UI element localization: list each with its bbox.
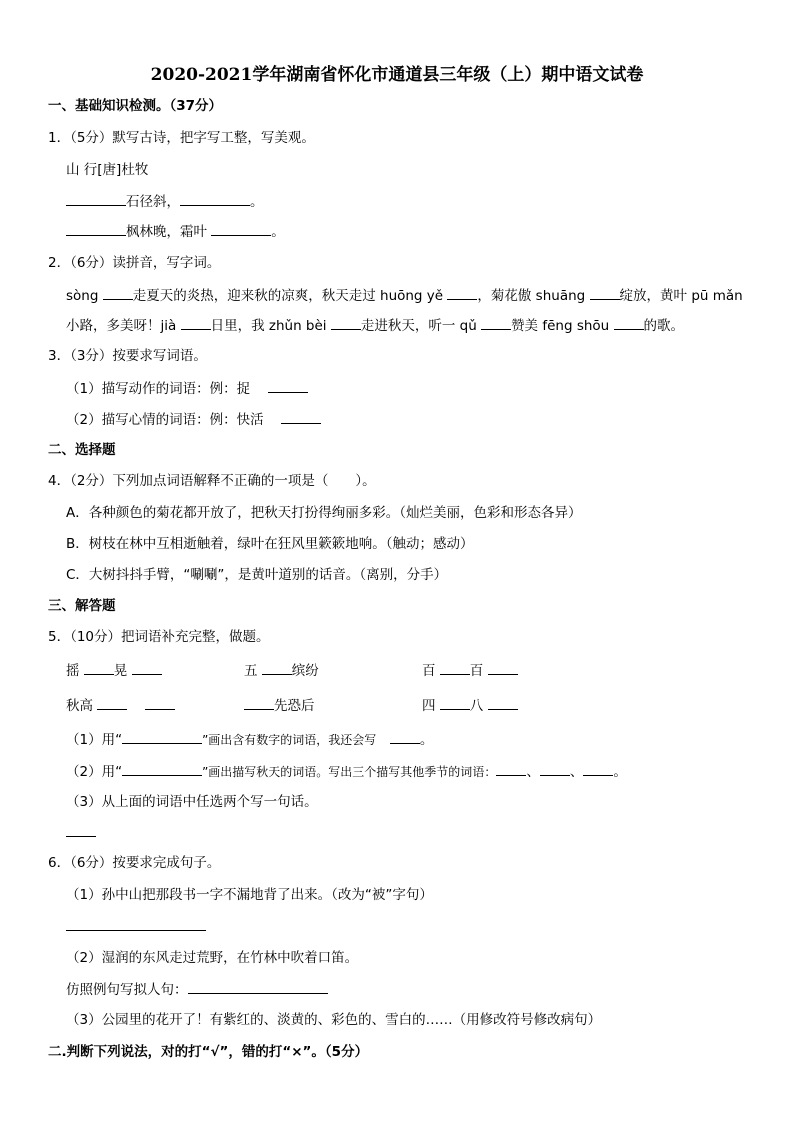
blank[interactable] (103, 286, 133, 300)
q5-sub-2: （2）用“ ”画出描写秋天的词语。写出三个描写其他季节的词语： 、 、 。 (66, 764, 627, 780)
q5-word-4: 秋高 (66, 696, 175, 715)
q6-sub-2-prompt: 仿照例句写拟人句： (66, 980, 328, 999)
q3-sub-2: （2）描写心情的词语：例：快活 (66, 410, 321, 429)
blank[interactable] (66, 917, 206, 931)
q1-line-2: 枫林晚，霜叶 。 (66, 222, 285, 241)
q3-heading: 3．（3分）按要求写词语。 (48, 348, 207, 364)
poem-title: 山 行[唐]杜牧 (66, 162, 149, 178)
blank[interactable] (180, 192, 250, 206)
q6-sub-2: （2）湿润的东风走过荒野，在竹林中吹着口笛。 (66, 950, 359, 966)
blank[interactable] (331, 316, 361, 330)
blank[interactable] (583, 762, 613, 776)
section-4-heading: 二.判断下列说法，对的打“√”，错的打“×”。（5分） (48, 1044, 369, 1060)
q6-sub-1: （1）孙中山把那段书一字不漏地背了出来。（改为“被”字句） (66, 887, 433, 903)
section-1-heading: 一、基础知识检测。（37分） (48, 98, 223, 114)
blank[interactable] (440, 696, 470, 710)
blank[interactable] (132, 661, 162, 675)
blank[interactable] (440, 661, 470, 675)
q5-word-2: 五 缤纷 (244, 663, 319, 679)
q4-option-a[interactable]: A．各种颜色的菊花都开放了，把秋天打扮得绚丽多彩。（灿烂美丽，色彩和形态各异） (66, 505, 582, 521)
blank[interactable] (540, 762, 570, 776)
blank[interactable] (262, 661, 292, 675)
q5-sub-1: （1）用“ ”画出含有数字的词语，我还会写 。 (66, 732, 434, 748)
straight-line-sample (122, 730, 202, 744)
blank[interactable] (188, 980, 328, 994)
q4-option-b[interactable]: B．树枝在林中互相逝触着，绿叶在狂风里簌簌地响。（触动；感动） (66, 536, 474, 552)
section-3-heading: 三、解答题 (48, 598, 116, 614)
q4-heading: 4．（2分）下列加点词语解释不正确的一项是（ ）。 (48, 473, 376, 489)
q1-heading: 1．（5分）默写古诗，把字写工整，写美观。 (48, 130, 315, 146)
q2-line-2: 小路，多美呀！jià 日里，我 zhǔn bèi 走进秋天，听一 qǔ 赞美 fēng shōu 的歌。 (66, 318, 685, 334)
blank[interactable] (97, 696, 127, 710)
blank[interactable] (481, 316, 511, 330)
q5-word-6: 四 八 (422, 696, 518, 715)
q1-line-1: 石径斜， 。 (66, 192, 264, 211)
blank[interactable] (281, 410, 321, 424)
blank[interactable] (614, 316, 644, 330)
q6-heading: 6．（6分）按要求完成句子。 (48, 855, 221, 871)
blank[interactable] (447, 286, 477, 300)
blank[interactable] (84, 661, 114, 675)
q5-word-1: 摇 晃 (66, 661, 162, 680)
section-2-heading: 二、选择题 (48, 442, 116, 458)
blank[interactable] (390, 730, 420, 744)
q5-sub-3: （3）从上面的词语中任选两个写一句话。 (66, 794, 318, 810)
q5-answer-line (66, 823, 96, 842)
blank[interactable] (590, 286, 620, 300)
blank[interactable] (145, 696, 175, 710)
blank[interactable] (66, 192, 126, 206)
q2-line-1: sòng 走夏天的炎热，迎来秋的凉爽，秋天走过 huōng yě ，菊花傲 shuāng 绽放，黄叶 pū mǎn (66, 288, 743, 304)
q3-sub-1: （1）描写动作的词语：例：捉 (66, 379, 308, 398)
page-title: 2020-2021学年湖南省怀化市通道县三年级（上）期中语文试卷 (150, 65, 644, 85)
blank[interactable] (181, 316, 211, 330)
blank[interactable] (268, 379, 308, 393)
blank[interactable] (488, 661, 518, 675)
blank[interactable] (488, 696, 518, 710)
blank[interactable] (496, 762, 526, 776)
q6-sub-3: （3）公园里的花开了！有紫红的、淡黄的、彩色的、雪白的……（用修改符号修改病句） (66, 1012, 602, 1028)
wavy-line-sample (122, 762, 202, 776)
q5-word-3: 百 百 (422, 661, 518, 680)
blank[interactable] (66, 222, 126, 236)
q4-option-c[interactable]: C．大树抖抖手臂，“唰唰”，是黄叶道别的话音。（离别，分手） (66, 567, 448, 583)
blank[interactable] (66, 823, 96, 837)
blank[interactable] (244, 696, 274, 710)
q5-word-5: 先恐后 (244, 696, 315, 715)
blank[interactable] (211, 222, 271, 236)
q6-answer-1 (66, 917, 206, 936)
q5-heading: 5．（10分）把词语补充完整，做题。 (48, 629, 270, 645)
q2-heading: 2．（6分）读拼音，写字词。 (48, 255, 221, 271)
